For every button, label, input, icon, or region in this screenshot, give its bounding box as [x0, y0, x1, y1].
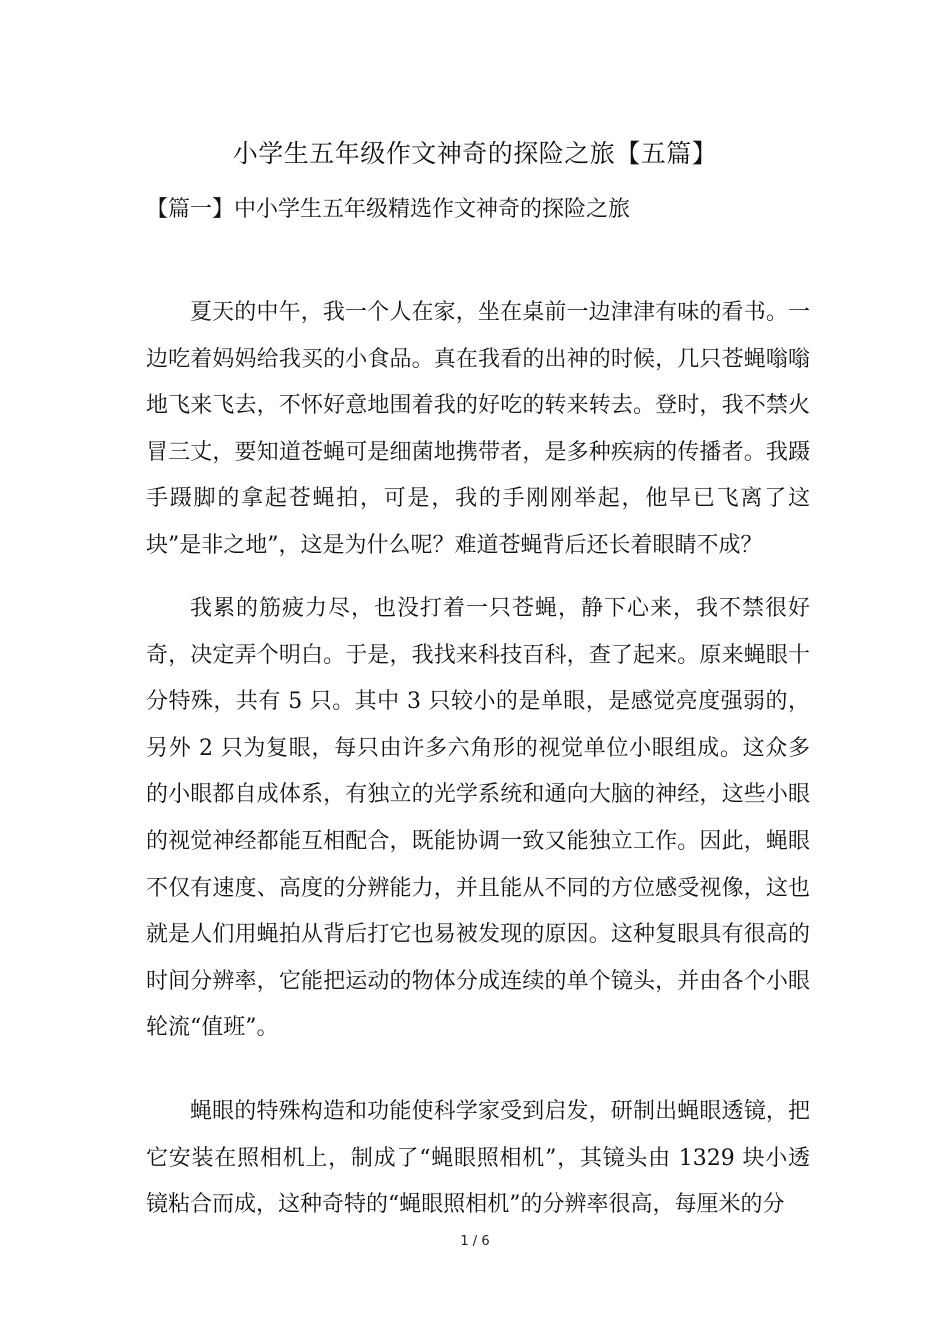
document-title: 小学生五年级作文神奇的探险之旅【五篇】	[232, 139, 718, 168]
body-paragraph: 我累的筋疲力尽，也没打着一只苍蝇，静下心来，我不禁很好奇，决定弄个明白。于是，我找来科技百科，查了起来。原来蝇眼十分特殊，共有 5 只。其中 3 只较小的是单眼，是感觉亮度强弱的，另外 2 只为复眼，每只由许多六角形的视觉单位小眼组成。这众多的小眼都自成体系，有独立的光学系统和通向大脑的神经，这些小眼的视觉神经都能互相配合，既能协调一致又能独立工作。因此，蝇眼不仅有速度、高度的分辨能力，并且能从不同的方位感受视像，这也就是人们用蝇拍从背后打它也易被发现的原因。这种复眼具有很高的时间分辨率，它能把运动的物体分成连续的单个镜头，并由各个小眼轮流“值班”。	[146, 596, 810, 1041]
page-number: 1 / 6	[460, 1234, 490, 1249]
body-paragraph: 蝇眼的特殊构造和功能使科学家受到启发，研制出蝇眼透镜，把它安装在照相机上，制成了“蝇眼照相机”，其镜头由 1329 块小透镜粘合而成，这种奇特的“蝇眼照相机”的分辨率很高，每厘米的分	[146, 1099, 810, 1218]
section-heading: 【篇一】中小学生五年级精选作文神奇的探险之旅	[146, 197, 631, 222]
body-paragraph: 夏天的中午，我一个人在家，坐在桌前一边津津有味的看书。一边吃着妈妈给我买的小食品。真在我看的出神的时候，几只苍蝇嗡嗡地飞来飞去，不怀好意地围着我的好吃的转来转去。登时，我不禁火冒三丈，要知道苍蝇可是细菌地携带者，是多种疾病的传播者。我蹑手蹑脚的拿起苍蝇拍，可是，我的手刚刚举起，他早已飞离了这块”是非之地”，这是为什么呢？难道苍蝇背后还长着眼睛不成？	[146, 300, 810, 558]
